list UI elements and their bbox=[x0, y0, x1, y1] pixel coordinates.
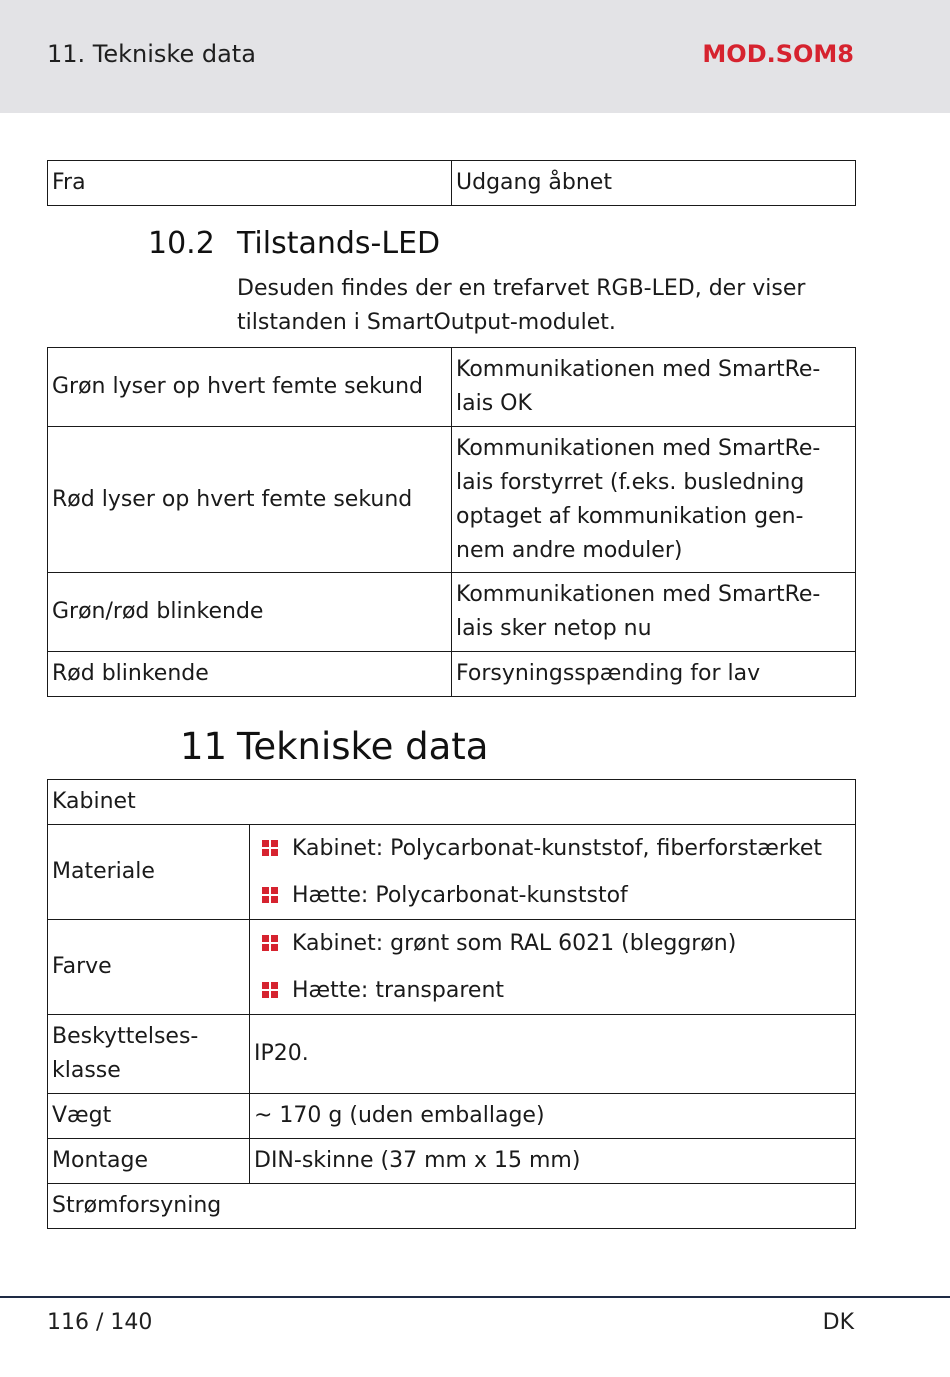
technical-data-table bbox=[47, 779, 856, 1229]
red-bullet-icon bbox=[262, 982, 278, 998]
weight-label: Vægt bbox=[48, 1094, 250, 1139]
meaning-cell: Udgang åbnet bbox=[452, 161, 856, 206]
header-section-title: 11. Tekniske data bbox=[47, 40, 256, 68]
section-title: Tilstands-LED bbox=[237, 226, 441, 261]
language-code: DK bbox=[822, 1310, 854, 1335]
table-row bbox=[48, 427, 856, 573]
mounting-label: Montage bbox=[48, 1139, 250, 1184]
red-bullet-icon bbox=[262, 840, 278, 856]
table-row bbox=[48, 920, 856, 1015]
footer-divider bbox=[0, 1296, 950, 1298]
led-status-table bbox=[47, 347, 856, 697]
color-label: Farve bbox=[48, 920, 250, 1015]
page-number: 116 / 140 bbox=[47, 1310, 153, 1335]
table-row bbox=[48, 1184, 856, 1229]
list-item bbox=[254, 872, 851, 919]
page-header bbox=[0, 0, 950, 113]
section-number: 10.2 bbox=[148, 226, 215, 261]
chapter-number: 11 bbox=[180, 725, 228, 768]
led-state-cell: Rød lyser op hvert femte sekund bbox=[48, 427, 452, 573]
material-item: Hætte: Polycarbonat-kunststof bbox=[292, 883, 628, 908]
led-state-cell: Rød blinkende bbox=[48, 652, 452, 697]
table-row bbox=[48, 161, 856, 206]
table-row bbox=[48, 348, 856, 427]
table-row bbox=[48, 573, 856, 652]
led-meaning-cell: Kommunikationen med SmartRe-lais forstyrret (f.eks. busledning optaget af kommunikation gen-nem andre moduler) bbox=[452, 427, 856, 573]
color-item: Hætte: transparent bbox=[292, 978, 505, 1003]
list-item bbox=[254, 920, 851, 967]
table-row bbox=[48, 780, 856, 825]
status-table-continued bbox=[47, 160, 856, 206]
table-row bbox=[48, 1015, 856, 1094]
weight-value: ~ 170 g (uden emballage) bbox=[250, 1094, 856, 1139]
list-item bbox=[254, 825, 851, 872]
list-item bbox=[254, 967, 851, 1014]
table-row bbox=[48, 1139, 856, 1184]
protection-value: IP20. bbox=[250, 1015, 856, 1094]
state-cell: Fra bbox=[48, 161, 452, 206]
red-bullet-icon bbox=[262, 935, 278, 951]
color-values bbox=[250, 920, 856, 1015]
section-intro: Desuden findes der en trefarvet RGB-LED, der viser tilstanden i SmartOutput-modulet. bbox=[237, 276, 806, 335]
led-state-cell: Grøn/rød blinkende bbox=[48, 573, 452, 652]
color-item: Kabinet: grønt som RAL 6021 (bleggrøn) bbox=[292, 931, 737, 956]
header-model-name: MOD.SOM8 bbox=[702, 40, 854, 68]
chapter-title: Tekniske data bbox=[237, 725, 489, 768]
mounting-value: DIN-skinne (37 mm x 15 mm) bbox=[250, 1139, 856, 1184]
material-label: Materiale bbox=[48, 825, 250, 920]
cabinet-heading: Kabinet bbox=[48, 780, 856, 825]
table-row bbox=[48, 652, 856, 697]
material-values bbox=[250, 825, 856, 920]
red-bullet-icon bbox=[262, 887, 278, 903]
table-row bbox=[48, 1094, 856, 1139]
power-heading: Strømforsyning bbox=[48, 1184, 856, 1229]
led-meaning-cell: Kommunikationen med SmartRe-lais OK bbox=[452, 348, 856, 427]
material-item: Kabinet: Polycarbonat-kunststof, fiberforstærket bbox=[292, 836, 823, 861]
table-row bbox=[48, 825, 856, 920]
led-state-cell: Grøn lyser op hvert femte sekund bbox=[48, 348, 452, 427]
led-meaning-cell: Forsyningsspænding for lav bbox=[452, 652, 856, 697]
protection-label: Beskyttelses-klasse bbox=[48, 1015, 250, 1094]
led-meaning-cell: Kommunikationen med SmartRe-lais sker netop nu bbox=[452, 573, 856, 652]
